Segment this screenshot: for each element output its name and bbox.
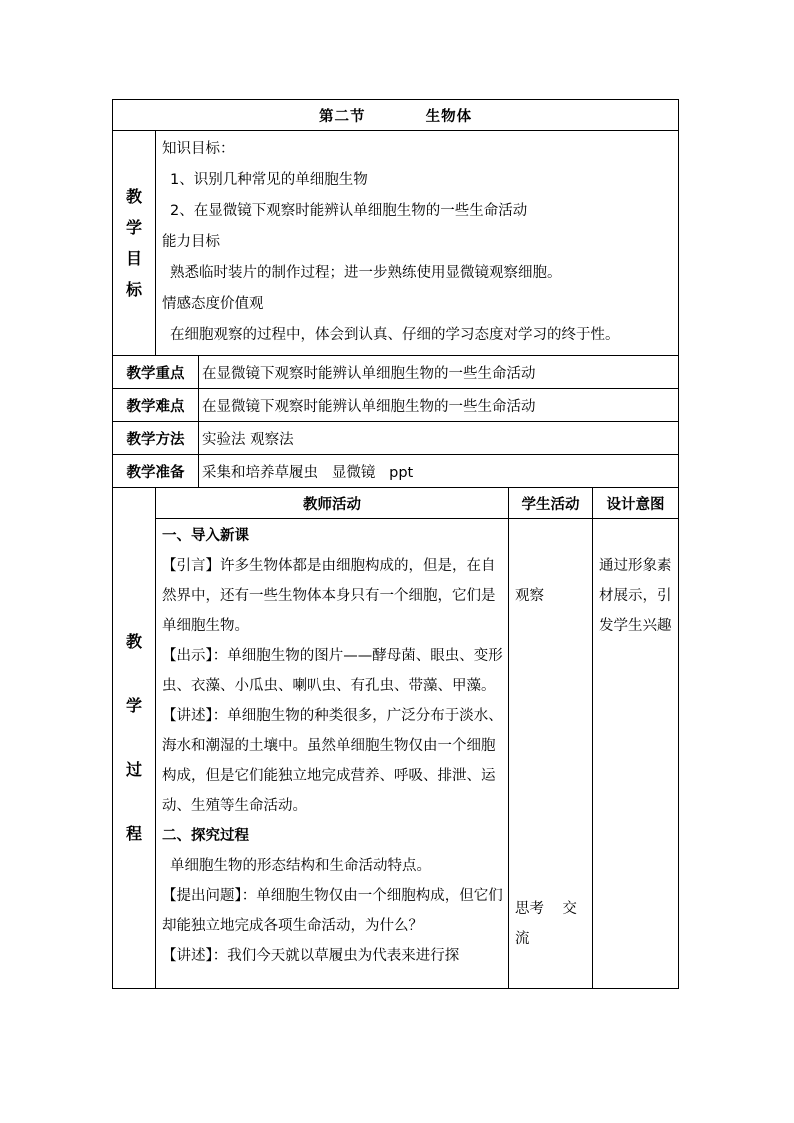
objective-heading-knowledge: 知识目标： <box>162 141 235 157</box>
objective-item: 2、在显微镜下观察时能辨认单细胞生物的一些生命活动 <box>170 203 528 219</box>
paragraph-text: ：单细胞生物的种类很多，广泛分布于淡水、海水和潮湿的土壤中。虽然单细胞生物仅由一个细胞构成，但是它们能独立地完成营养、呼吸、排泄、运动、生殖等生命活动。 <box>162 708 503 814</box>
student-activity-observe: 观察 <box>515 588 544 604</box>
key-point-value: 在显微镜下观察时能辨认单细胞生物的一些生命活动 <box>199 356 679 389</box>
student-activity-discuss: 思考 交流 <box>515 901 577 947</box>
label-char: 学 <box>125 696 142 715</box>
method-label: 教学方法 <box>113 422 199 455</box>
label-char: 学 <box>125 218 142 237</box>
design-intent <box>593 519 679 989</box>
student-header: 学生活动 <box>509 488 593 519</box>
objective-item: 1、识别几种常见的单细胞生物 <box>170 172 368 188</box>
lesson-title <box>113 100 679 131</box>
label-char: 标 <box>125 280 142 299</box>
key-point-label: 教学重点 <box>113 356 199 389</box>
paragraph-text: 许多生物体都是由细胞构成的，但是，在自然界中，还有一些生物体本身只有一个细胞，它们是单细胞生物。 <box>162 558 496 634</box>
tag-question: 【提出问题】 <box>162 888 242 904</box>
teacher-activity <box>156 519 509 989</box>
label-char: 目 <box>125 249 142 268</box>
tag-show: 【出示】 <box>162 648 213 664</box>
tag-intro: 【引言】 <box>162 558 220 574</box>
paragraph-text: ：单细胞生物仅由一个细胞构成，但它们却能独立地完成各项生命活动，为什么？ <box>162 888 503 934</box>
difficulty-value: 在显微镜下观察时能辨认单细胞生物的一些生命活动 <box>199 389 679 422</box>
lesson-plan-table <box>112 99 679 989</box>
section-number: 第二节 <box>318 108 366 125</box>
section-heading-explore: 二、探究过程 <box>162 828 249 844</box>
tag-lecture: 【讲述】 <box>162 708 213 724</box>
show-paragraph <box>162 641 504 701</box>
lecture-paragraph <box>162 701 504 821</box>
objective-item: 在细胞观察的过程中，体会到认真、仔细的学习态度对学习的终于性。 <box>170 327 620 343</box>
label-char: 教 <box>125 632 142 651</box>
method-value: 实验法 观察法 <box>199 422 679 455</box>
objective-item: 熟悉临时装片的制作过程；进一步熟练使用显微镜观察细胞。 <box>170 265 562 281</box>
tag-lecture2: 【讲述】 <box>162 948 213 964</box>
teacher-header: 教师活动 <box>156 488 509 519</box>
paragraph-text: ：单细胞生物的图片——酵母菌、眼虫、变形虫、衣藻、小瓜虫、喇叭虫、有孔虫、带藻、甲藻。 <box>162 648 503 694</box>
objectives-content <box>156 131 679 356</box>
lecture2-paragraph <box>162 941 504 971</box>
question-paragraph <box>162 881 504 941</box>
intro-paragraph <box>162 551 504 641</box>
explore-topic: 单细胞生物的形态结构和生命活动特点。 <box>170 858 431 874</box>
preparation-label: 教学准备 <box>113 455 199 488</box>
objective-heading-ability: 能力目标 <box>162 234 220 250</box>
objectives-label <box>113 131 156 356</box>
section-name: 生物体 <box>425 108 473 125</box>
objective-heading-attitude: 情感态度价值观 <box>162 296 264 312</box>
preparation-value: 采集和培养草履虫 显微镜 ppt <box>199 455 679 488</box>
student-activity <box>509 519 593 989</box>
label-char: 教 <box>125 187 142 206</box>
label-char: 过 <box>125 760 142 779</box>
difficulty-label: 教学难点 <box>113 389 199 422</box>
design-intent-text: 通过形象素材展示，引发学生兴趣 <box>599 558 672 634</box>
paragraph-text: ：我们今天就以草履虫为代表来进行探 <box>212 948 460 964</box>
design-header: 设计意图 <box>593 488 679 519</box>
process-label <box>113 488 156 989</box>
section-heading-intro: 一、导入新课 <box>162 528 249 544</box>
label-char: 程 <box>125 824 142 843</box>
